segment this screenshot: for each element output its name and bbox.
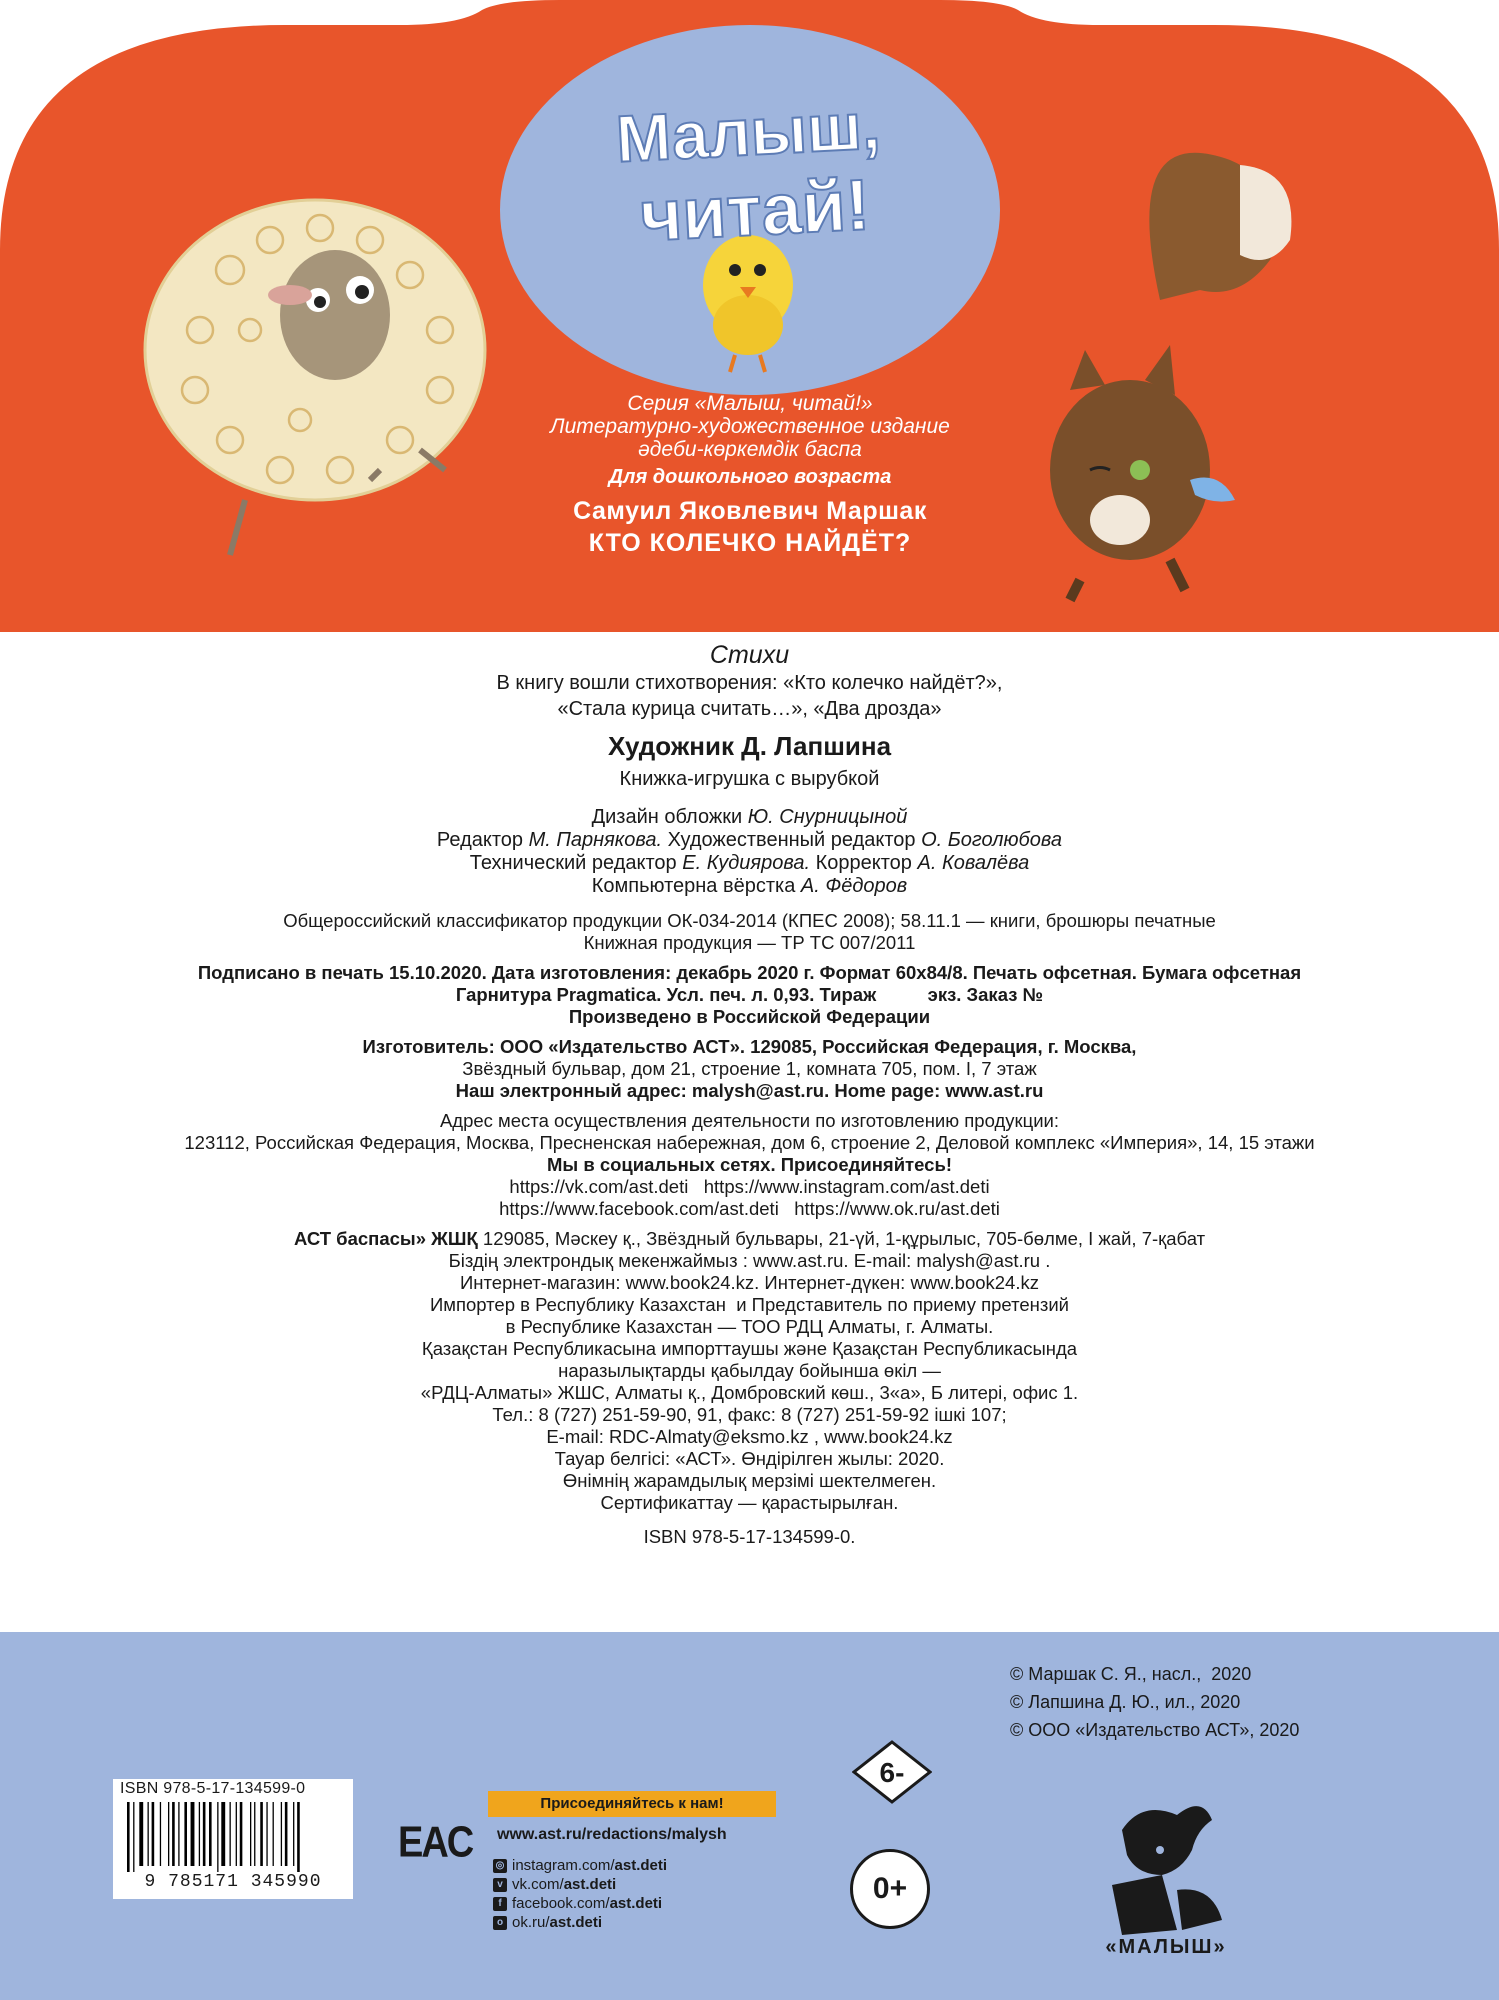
- kz-importer4: наразылықтарды қабылдау бойынша өкіл —: [558, 1360, 941, 1381]
- copyright-1: © Маршак С. Я., насл., 2020: [1010, 1664, 1252, 1684]
- barcode-bar: [266, 1802, 267, 1866]
- barcode-bar: [184, 1802, 187, 1866]
- classifier: Общероссийский классификатор продукции ОК-034-2014 (КПЕС 2008); 58.11.1 — книги, брошюры печатные: [283, 910, 1216, 931]
- social-prefix: instagram.com/: [512, 1857, 615, 1874]
- author-name: Самуил Яковлевич Маршак: [573, 497, 927, 525]
- barcode-bar: [127, 1802, 130, 1872]
- barcode-isbn: ISBN 978-5-17-134599-0: [120, 1780, 306, 1797]
- credit-layout: Компьютерна вёрстка А. Фёдоров: [591, 875, 908, 897]
- kz-email: Біздің электрондық мекенжаймыз : www.ast.ru. E-mail: malysh@ast.ru .: [448, 1250, 1051, 1271]
- social-link-item: [493, 1894, 667, 1913]
- publisher-logo: [1082, 1790, 1250, 1960]
- kz-importer3: Қазақстан Республикасына импорттаушы және Қазақстан Республикасында: [421, 1338, 1078, 1359]
- social-handle: ast.deti: [563, 1876, 617, 1893]
- genre: Стихи: [709, 641, 790, 669]
- barcode-bar: [203, 1802, 206, 1866]
- social-links: [493, 1856, 667, 1932]
- social-line1: https://vk.com/ast.deti https://www.instagram.com/ast.deti: [509, 1176, 990, 1197]
- production-addr-label: Адрес места осуществления деятельности по изготовлению продукции:: [439, 1110, 1060, 1131]
- barcode-bar: [139, 1802, 143, 1866]
- kz-importer1: Импортер в Республику Казахстан и Представитель по приему претензий: [429, 1294, 1070, 1315]
- credit-cover-design: Дизайн обложки Ю. Снурницыной: [591, 806, 908, 828]
- kz-importer5: «РДЦ-Алматы» ЖШС, Алматы қ., Домбровский көш., 3«а», Б литері, офис 1.: [420, 1382, 1079, 1403]
- series-info-block: [500, 392, 1000, 559]
- social-prefix: vk.com/: [512, 1876, 564, 1893]
- kz-trademark: Тауар белгісі: «АСТ». Өндірілген жылы: 2020.: [554, 1448, 945, 1469]
- barcode-bar: [293, 1802, 294, 1866]
- isbn-line: ISBN 978-5-17-134599-0.: [643, 1526, 856, 1547]
- copyright-3: © ООО «Издательство АСТ», 2020: [1010, 1720, 1300, 1740]
- instagram-icon: ◎: [493, 1859, 507, 1873]
- social-handle: ast.deti: [614, 1857, 668, 1874]
- copyright-2: © Лапшина Д. Ю., ил., 2020: [1010, 1692, 1241, 1712]
- imprint-block: [0, 640, 1499, 1548]
- social-line2: https://www.facebook.com/ast.deti https://www.ok.ru/ast.deti: [499, 1198, 1000, 1219]
- social-link-item: [493, 1856, 667, 1875]
- barcode-bar: [254, 1802, 255, 1866]
- print-info2: Гарнитура Pragmatica. Усл. печ. л. 0,93. Тираж экз. Заказ №: [455, 984, 1044, 1005]
- social-title: Мы в социальных сетях. Присоединяйтесь!: [546, 1154, 952, 1175]
- barcode-bar: [273, 1802, 274, 1866]
- barcode-bar: [240, 1802, 243, 1866]
- kz-shop: Интернет-магазин: www.book24.kz. Интернет-дүкен: www.book24.kz: [460, 1272, 1039, 1293]
- social-prefix: facebook.com/: [512, 1895, 610, 1912]
- age-rating-circle: 0+: [850, 1849, 930, 1929]
- barcode-bars: [125, 1802, 343, 1872]
- kz-importer2: в Республике Казахстан — ТОО РДЦ Алматы, г. Алматы.: [505, 1316, 994, 1337]
- barcode-bar: [133, 1802, 134, 1872]
- edition-kz: әдеби-көркемдік баспа: [638, 438, 862, 461]
- barcode-bar: [230, 1802, 231, 1866]
- book-type: Книжка-игрушка с вырубкой: [619, 768, 880, 790]
- series-logo-line2: читай!: [638, 165, 872, 257]
- barcode-bar: [191, 1802, 195, 1866]
- barcode-bar: [152, 1802, 155, 1866]
- vk-icon: v: [493, 1878, 507, 1892]
- barcode-bar: [160, 1802, 161, 1866]
- barcode-bar: [168, 1802, 169, 1866]
- series-line: Серия «Малыш, читай!»: [627, 392, 873, 415]
- print-info1: Подписано в печать 15.10.2020. Дата изготовления: декабрь 2020 г. Формат 60x84/8. Печать офсетная. Бумага офсетная: [197, 962, 1302, 983]
- barcode-bar: [221, 1802, 225, 1866]
- kz-publisher: АСТ баспасы» ЖШҚ 129085, Мәскеу қ., Звёздный бульвары, 21-үй, 1-құрылыс, 705-бөлме, I жай, 7-қабат: [293, 1228, 1206, 1249]
- barcode-bar: [281, 1802, 282, 1866]
- barcode-bar: [297, 1802, 300, 1872]
- barcode-bar: [217, 1802, 218, 1872]
- site-link: www.ast.ru/redactions/malysh: [497, 1826, 727, 1843]
- contents-line1: В книгу вошли стихотворения: «Кто колечко найдёт?»,: [496, 672, 1003, 694]
- series-logo-line1: Малыш,: [614, 88, 882, 176]
- manufacturer: Изготовитель: ООО «Издательство АСТ». 129085, Российская Федерация, г. Москва,: [362, 1036, 1137, 1057]
- barcode-digits: 9 785171 345990: [144, 1872, 322, 1892]
- kz-phone: Тел.: 8 (727) 251-59-90, 91, факс: 8 (727) 251-59-92 ішкі 107;: [492, 1404, 1007, 1425]
- barcode-bar: [148, 1802, 149, 1866]
- facebook-icon: f: [493, 1897, 507, 1911]
- social-handle: ast.deti: [609, 1895, 663, 1912]
- barcode-bar: [285, 1802, 288, 1866]
- credit-tech: Технический редактор Е. Кудиярова. Корректор А. Ковалёва: [469, 852, 1030, 874]
- social-link-item: [493, 1913, 667, 1932]
- social-link-item: [493, 1875, 667, 1894]
- edition-ru: Литературно-художественное издание: [550, 415, 950, 438]
- credits: [0, 806, 1499, 898]
- made-in: Произведено в Российской Федерации: [568, 1006, 931, 1027]
- book-title: КТО КОЛЕЧКО НАЙДЁТ?: [588, 529, 912, 557]
- manufacturer-addr: Звёздный бульвар, дом 21, строение 1, комната 705, пом. I, 7 этаж: [462, 1058, 1037, 1079]
- copyright-block: [1010, 1660, 1299, 1744]
- product-reg: Книжная продукция — ТР ТС 007/2011: [583, 932, 916, 953]
- ok-icon: o: [493, 1916, 507, 1930]
- artist: Художник Д. Лапшина: [607, 731, 892, 761]
- age-group: Для дошкольного возраста: [608, 466, 892, 488]
- age-rating-diamond: [852, 1740, 932, 1804]
- barcode-bar: [209, 1802, 212, 1866]
- publisher-logo-text: «МАЛЫШ»: [1105, 1936, 1227, 1958]
- kz-validity: Өнімнің жарамдылық мерзімі шектелмеген.: [562, 1470, 937, 1491]
- svg-text:6-: 6-: [879, 1757, 905, 1788]
- barcode-bar: [172, 1802, 175, 1866]
- eac-mark: EAC: [398, 1818, 473, 1868]
- credit-editors: Редактор М. Парнякова. Художественный редактор О. Боголюбова: [436, 829, 1063, 851]
- barcode-bar: [178, 1802, 179, 1866]
- barcode-bar: [236, 1802, 237, 1866]
- barcode-bar: [199, 1802, 200, 1866]
- contents-line2: «Стала курица считать…», «Два дрозда»: [557, 698, 942, 720]
- barcode-bar: [260, 1802, 263, 1866]
- production-addr: 123112, Российская Федерация, Москва, Пресненская набережная, дом 6, строение 2, Деловой комплекс «Империя», 14, 15 этажи: [184, 1132, 1315, 1153]
- join-us-banner: Присоединяйтесь к нам!: [488, 1791, 776, 1817]
- social-prefix: ok.ru/: [512, 1914, 550, 1931]
- kz-mail: E-mail: RDC-Almaty@eksmo.kz , www.book24.kz: [546, 1426, 953, 1447]
- barcode-bar: [250, 1802, 251, 1866]
- email-line: Наш электронный адрес: malysh@ast.ru. Home page: www.ast.ru: [455, 1080, 1044, 1101]
- social-handle: ast.deti: [549, 1914, 603, 1931]
- kz-cert: Сертификаттау — қарастырылған.: [600, 1492, 899, 1513]
